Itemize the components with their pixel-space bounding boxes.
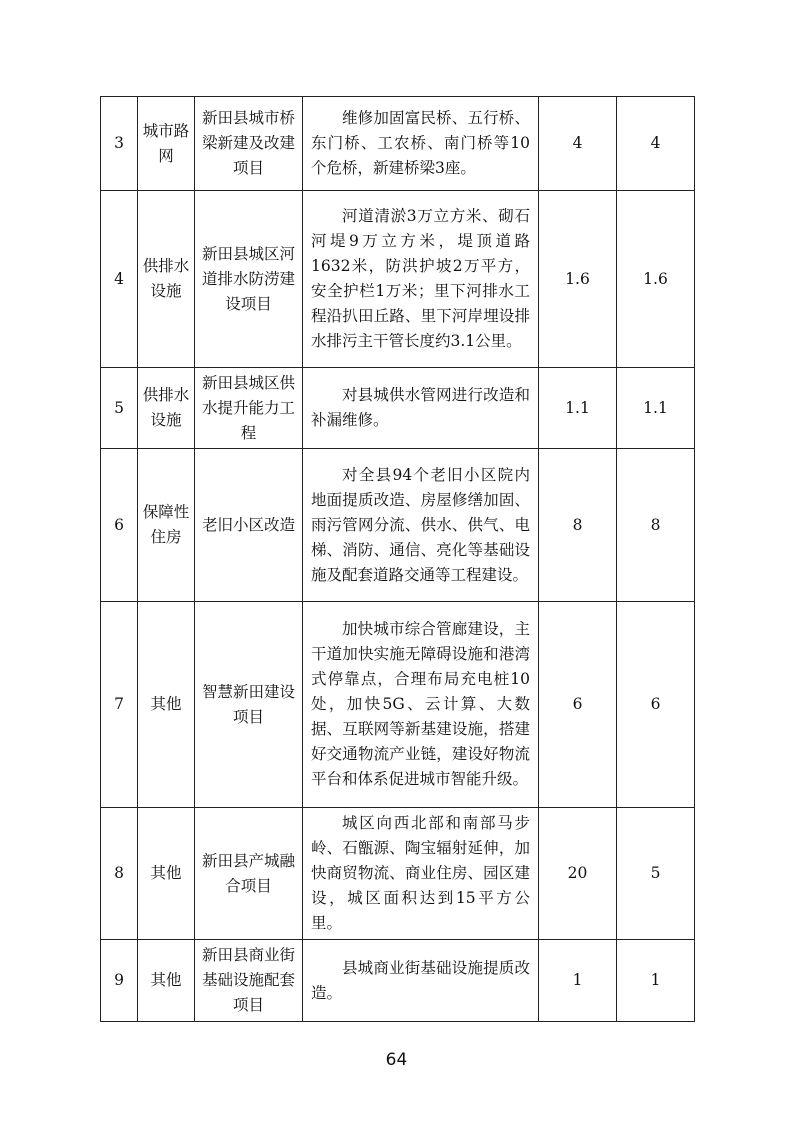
row-content: 对县城供水管网进行改造和补漏维修。 bbox=[303, 368, 539, 449]
table-row bbox=[101, 368, 695, 449]
table-row bbox=[101, 191, 695, 368]
row-project-name: 老旧小区改造 bbox=[195, 449, 303, 602]
row-content: 维修加固富民桥、五行桥、东门桥、工农桥、南门桥等10个危桥，新建桥梁3座。 bbox=[303, 97, 539, 191]
row-investment: 20 bbox=[539, 808, 617, 940]
row-content: 河道清淤3万立方米、砌石河堤9万立方米，堤顶道路1632米，防洪护坡2万平方，安全护栏1万米；里下河排水工程沿扒田丘路、里下河岸埋设排水排污主干管长度约3.1公里。 bbox=[303, 191, 539, 368]
row-category: 其他 bbox=[138, 940, 195, 1022]
row-annual: 4 bbox=[617, 97, 695, 191]
row-annual: 8 bbox=[617, 449, 695, 602]
row-content: 加快城市综合管廊建设，主干道加快实施无障碍设施和港湾式停靠点，合理布局充电桩10处，加快5G、云计算、大数据、互联网等新基建设施，搭建好交通物流产业链，建设好物流平台和体系促进城市智能升级。 bbox=[303, 602, 539, 808]
row-number: 4 bbox=[101, 191, 138, 368]
row-project-name: 智慧新田建设项目 bbox=[195, 602, 303, 808]
row-content: 对全县94个老旧小区院内地面提质改造、房屋修缮加固、雨污管网分流、供水、供气、电梯、消防、通信、亮化等基础设施及配套道路交通等工程建设。 bbox=[303, 449, 539, 602]
row-category: 供排水设施 bbox=[138, 191, 195, 368]
row-category: 其他 bbox=[138, 808, 195, 940]
page-number: 64 bbox=[385, 1050, 408, 1070]
row-project-name: 新田县城市桥梁新建及改建项目 bbox=[195, 97, 303, 191]
row-category: 保障性住房 bbox=[138, 449, 195, 602]
row-project-name: 新田县城区供水提升能力工程 bbox=[195, 368, 303, 449]
row-project-name: 新田县城区河道排水防涝建设项目 bbox=[195, 191, 303, 368]
row-category: 其他 bbox=[138, 602, 195, 808]
project-table bbox=[100, 96, 695, 1022]
row-content: 县城商业街基础设施提质改造。 bbox=[303, 940, 539, 1022]
row-number: 3 bbox=[101, 97, 138, 191]
row-category: 城市路网 bbox=[138, 97, 195, 191]
table-row bbox=[101, 449, 695, 602]
row-number: 8 bbox=[101, 808, 138, 940]
row-annual: 1.1 bbox=[617, 368, 695, 449]
row-number: 7 bbox=[101, 602, 138, 808]
row-annual: 1.6 bbox=[617, 191, 695, 368]
table-row bbox=[101, 97, 695, 191]
row-investment: 1.1 bbox=[539, 368, 617, 449]
row-number: 9 bbox=[101, 940, 138, 1022]
row-number: 6 bbox=[101, 449, 138, 602]
row-project-name: 新田县商业街基础设施配套项目 bbox=[195, 940, 303, 1022]
row-category: 供排水设施 bbox=[138, 368, 195, 449]
table-row bbox=[101, 940, 695, 1022]
row-investment: 4 bbox=[539, 97, 617, 191]
row-annual: 1 bbox=[617, 940, 695, 1022]
row-investment: 1 bbox=[539, 940, 617, 1022]
row-content: 城区向西北部和南部马步岭、石甑源、陶宝辐射延伸，加快商贸物流、商业住房、园区建设，城区面积达到15平方公里。 bbox=[303, 808, 539, 940]
row-investment: 6 bbox=[539, 602, 617, 808]
table-row bbox=[101, 602, 695, 808]
row-investment: 1.6 bbox=[539, 191, 617, 368]
row-annual: 6 bbox=[617, 602, 695, 808]
row-investment: 8 bbox=[539, 449, 617, 602]
row-project-name: 新田县产城融合项目 bbox=[195, 808, 303, 940]
row-annual: 5 bbox=[617, 808, 695, 940]
row-number: 5 bbox=[101, 368, 138, 449]
table-row bbox=[101, 808, 695, 940]
